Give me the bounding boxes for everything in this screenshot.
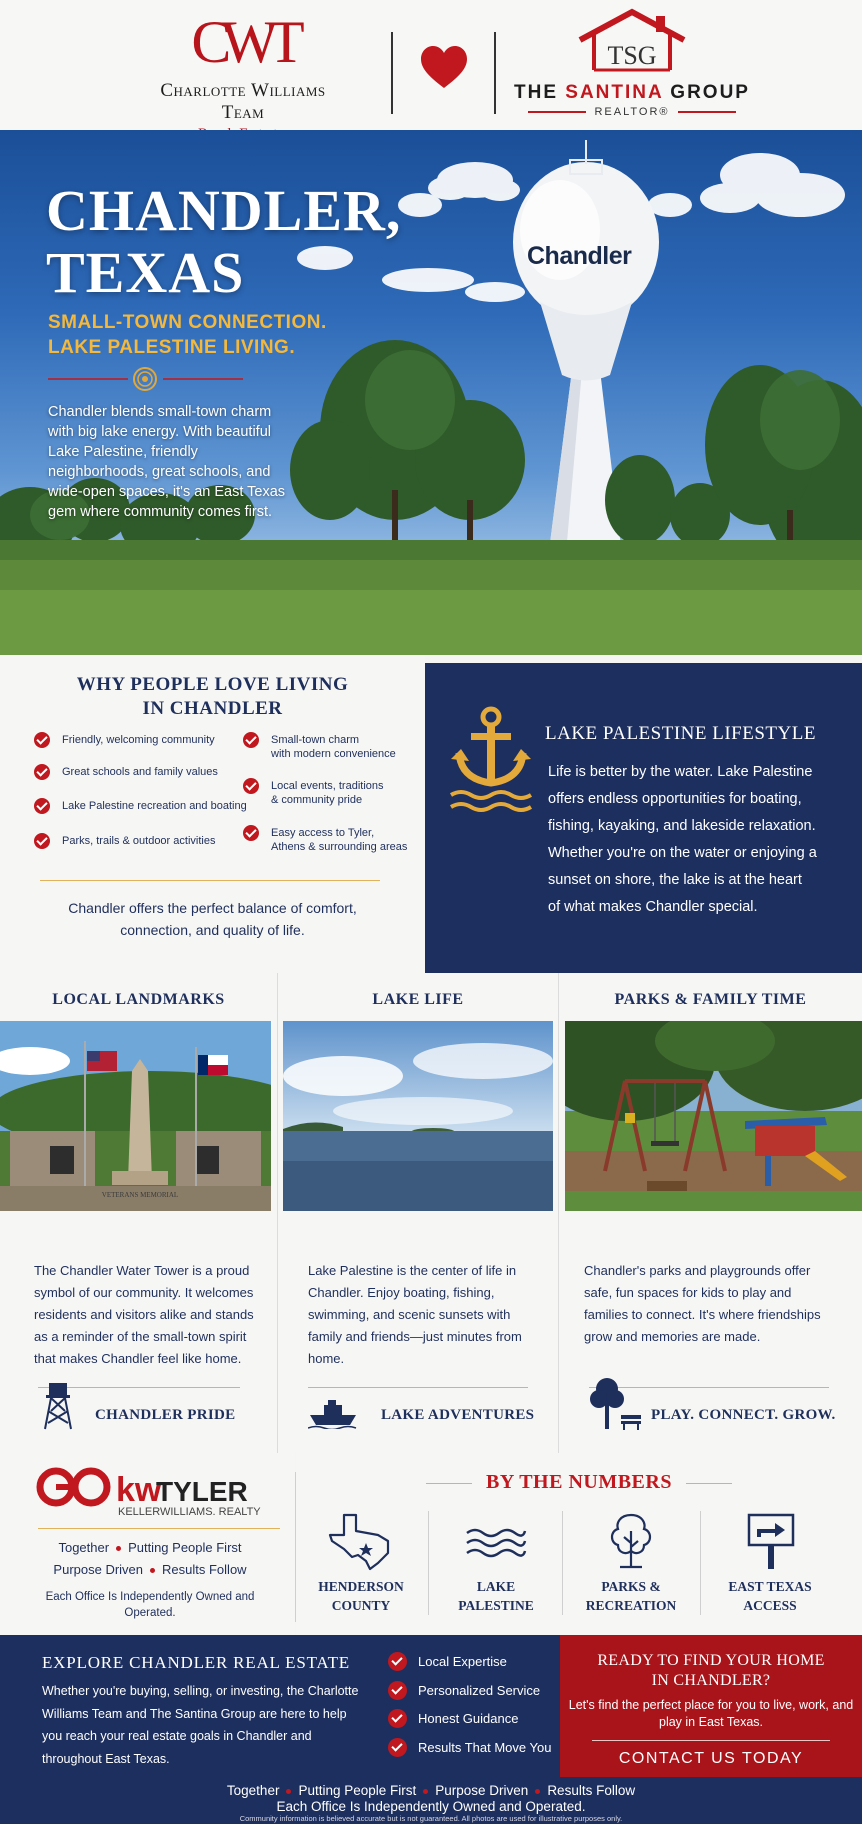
check-icon bbox=[388, 1681, 407, 1700]
explore-benefits-list bbox=[388, 1655, 551, 1769]
water-tower-icon bbox=[42, 1381, 74, 1431]
footer-office-note: Each Office Is Independently Owned and Operated. bbox=[276, 1799, 586, 1814]
column-heading: PARKS & FAMILY TIME bbox=[614, 991, 807, 1008]
heart-icon bbox=[418, 42, 470, 94]
santina-group-logo[interactable] bbox=[512, 8, 752, 118]
anchor-icon bbox=[447, 705, 535, 813]
list-item: Honest Guidance bbox=[388, 1712, 551, 1741]
list-item: Lake Palestine recreation and boating bbox=[34, 799, 247, 813]
numbers-item-access: EAST TEXAS ACCESS bbox=[705, 1511, 835, 1615]
boat-icon bbox=[308, 1399, 360, 1429]
water-tower-label: Chandler bbox=[527, 242, 632, 270]
column-footer-label: CHANDLER PRIDE bbox=[95, 1407, 236, 1423]
list-item: Friendly, welcoming community bbox=[34, 733, 247, 747]
memorial-inscription: VETERANS MEMORIAL bbox=[101, 1191, 179, 1199]
numbers-item-henderson: HENDERSON COUNTY bbox=[296, 1511, 426, 1615]
lake-lifestyle-panel bbox=[425, 663, 862, 973]
playground-image bbox=[565, 1021, 862, 1211]
house-logo-icon bbox=[572, 8, 692, 72]
lake-life-column bbox=[278, 973, 558, 1453]
parks-column bbox=[559, 973, 862, 1453]
kw-office-note: Each Office Is Independently Owned and Operated. bbox=[45, 1591, 255, 1619]
road-sign-icon bbox=[735, 1511, 805, 1571]
header bbox=[0, 0, 862, 130]
header-divider bbox=[391, 32, 393, 114]
check-icon bbox=[34, 798, 50, 814]
hero-title: CHANDLER, TEXAS bbox=[46, 178, 402, 305]
why-section bbox=[0, 655, 425, 973]
why-title: WHY PEOPLE LOVE LIVING IN CHANDLER bbox=[76, 674, 349, 719]
features-section bbox=[0, 973, 862, 1453]
hero-section bbox=[0, 130, 862, 655]
svg-text:TSG: TSG bbox=[607, 41, 657, 70]
divider bbox=[38, 1528, 280, 1529]
why-left-list bbox=[34, 733, 247, 848]
hero-description: Chandler blends small-town charm with big lake energy. With beautiful Lake Palestine, friendly neighborhoods, great schools, and wide-open spaces, it's an East Texas gem where community comes first. bbox=[48, 404, 286, 520]
waves-icon bbox=[461, 1511, 531, 1571]
tree-icon bbox=[596, 1511, 666, 1571]
lake-palestine-image bbox=[283, 1021, 553, 1211]
lake-lifestyle-title: LAKE PALESTINE LIFESTYLE bbox=[545, 723, 816, 744]
divider bbox=[562, 1511, 563, 1615]
tsg-subtitle: REALTOR® bbox=[512, 106, 752, 118]
check-icon bbox=[388, 1709, 407, 1728]
check-icon bbox=[34, 764, 50, 780]
tsg-name: THE SANTINA GROUP bbox=[514, 82, 750, 103]
column-text: Lake Palestine is the center of life in Chandler. Enjoy boating, fishing, swimming, and scenic sunsets with family and friends—just minutes from home. bbox=[308, 1263, 522, 1366]
header-divider bbox=[494, 32, 496, 114]
why-right-list bbox=[243, 733, 407, 854]
divider bbox=[592, 1740, 830, 1741]
column-heading: LOCAL LANDMARKS bbox=[52, 991, 225, 1008]
lake-lifestyle-description: Life is better by the water. Lake Palestine offers endless opportunities for boating, fishing, kayaking, and lakeside relaxation. Whether you're on the water or enjoying a sunset on shore, the lake is at the heart of what makes Chandler special. bbox=[548, 764, 817, 915]
svg-text:KELLERWILLIAMS. REALTY: KELLERWILLIAMS. REALTY bbox=[118, 1506, 261, 1518]
hero-tagline: SMALL-TOWN CONNECTION. LAKE PALESTINE LIVING. bbox=[48, 312, 327, 358]
cwt-monogram: CWT bbox=[191, 9, 295, 75]
cwt-name: Charlotte Williams Team bbox=[160, 80, 326, 123]
check-icon bbox=[34, 732, 50, 748]
list-item: Small-town charm with modern convenience bbox=[243, 733, 407, 761]
spiral-ornament-icon bbox=[48, 366, 243, 392]
texas-map-icon bbox=[326, 1511, 396, 1571]
list-item: Personalized Service bbox=[388, 1684, 551, 1713]
divider bbox=[700, 1511, 701, 1615]
footer-disclaimer: Community information is believed accurate but is not guaranteed. All photos are used for illustrative purposes only. bbox=[239, 1814, 623, 1823]
list-item: Easy access to Tyler, Athens & surrounding areas bbox=[243, 826, 407, 854]
numbers-title: BY THE NUMBERS bbox=[296, 1471, 862, 1494]
charlotte-williams-team-logo[interactable] bbox=[138, 9, 348, 143]
check-icon bbox=[243, 732, 259, 748]
check-icon bbox=[388, 1738, 407, 1757]
column-footer-label: LAKE ADVENTURES bbox=[381, 1407, 535, 1423]
svg-text:TYLER: TYLER bbox=[156, 1476, 248, 1507]
footer-tagline: Together Putting People First Purpose Driven Results Follow bbox=[226, 1783, 636, 1798]
footer bbox=[0, 1777, 862, 1824]
explore-section bbox=[0, 1635, 560, 1777]
veterans-memorial-image bbox=[0, 1021, 271, 1211]
list-item: Great schools and family values bbox=[34, 765, 247, 779]
list-item: Results That Move You bbox=[388, 1741, 551, 1770]
list-item: Local events, traditions & community pride bbox=[243, 779, 407, 807]
list-item: Local Expertise bbox=[388, 1655, 551, 1684]
column-text: The Chandler Water Tower is a proud symbol of our community. It welcomes residents and visitors alike and stands as a reminder of the small-town spirit that makes Chandler feel like home. bbox=[34, 1263, 254, 1366]
ready-title: READY TO FIND YOUR HOME IN CHANDLER? bbox=[597, 1652, 825, 1689]
by-the-numbers-section bbox=[296, 1453, 862, 1635]
check-icon bbox=[388, 1652, 407, 1671]
divider bbox=[428, 1511, 429, 1615]
explore-description: Whether you're buying, selling, or investing, the Charlotte Williams Team and The Santina Group are here to help you reach your real estate goals in Chandler and throughout East Texas. bbox=[42, 1684, 359, 1766]
explore-title: EXPLORE CHANDLER REAL ESTATE bbox=[42, 1653, 350, 1672]
numbers-item-lake: LAKE PALESTINE bbox=[431, 1511, 561, 1615]
tree-bench-icon bbox=[587, 1375, 643, 1431]
check-icon bbox=[34, 833, 50, 849]
ready-description: Let's find the perfect place for you to live, work, and play in East Texas. bbox=[568, 1698, 854, 1729]
numbers-item-parks: PARKS & RECREATION bbox=[566, 1511, 696, 1615]
divider bbox=[40, 880, 380, 881]
check-icon bbox=[243, 825, 259, 841]
column-heading: LAKE LIFE bbox=[372, 991, 464, 1008]
check-icon bbox=[243, 778, 259, 794]
landmarks-column bbox=[0, 973, 277, 1453]
kw-tagline: Together Putting People First Purpose Driven Results Follow bbox=[53, 1540, 247, 1577]
contact-us-button[interactable]: CONTACT US TODAY bbox=[618, 1750, 804, 1767]
column-text: Chandler's parks and playgrounds offer safe, fun spaces for kids to play and families to connect. It's where friendships grow and memories are made. bbox=[584, 1263, 821, 1344]
kw-tyler-logo[interactable] bbox=[36, 1463, 286, 1519]
list-item: Parks, trails & outdoor activities bbox=[34, 834, 247, 848]
why-footer-text: Chandler offers the perfect balance of comfort, connection, and quality of life. bbox=[68, 900, 357, 938]
divider bbox=[308, 1387, 528, 1388]
ready-cta-panel bbox=[560, 1635, 862, 1777]
keller-williams-block bbox=[0, 1453, 295, 1635]
column-footer-label: PLAY. CONNECT. GROW. bbox=[651, 1407, 836, 1423]
svg-text:kw: kw bbox=[116, 1471, 162, 1509]
